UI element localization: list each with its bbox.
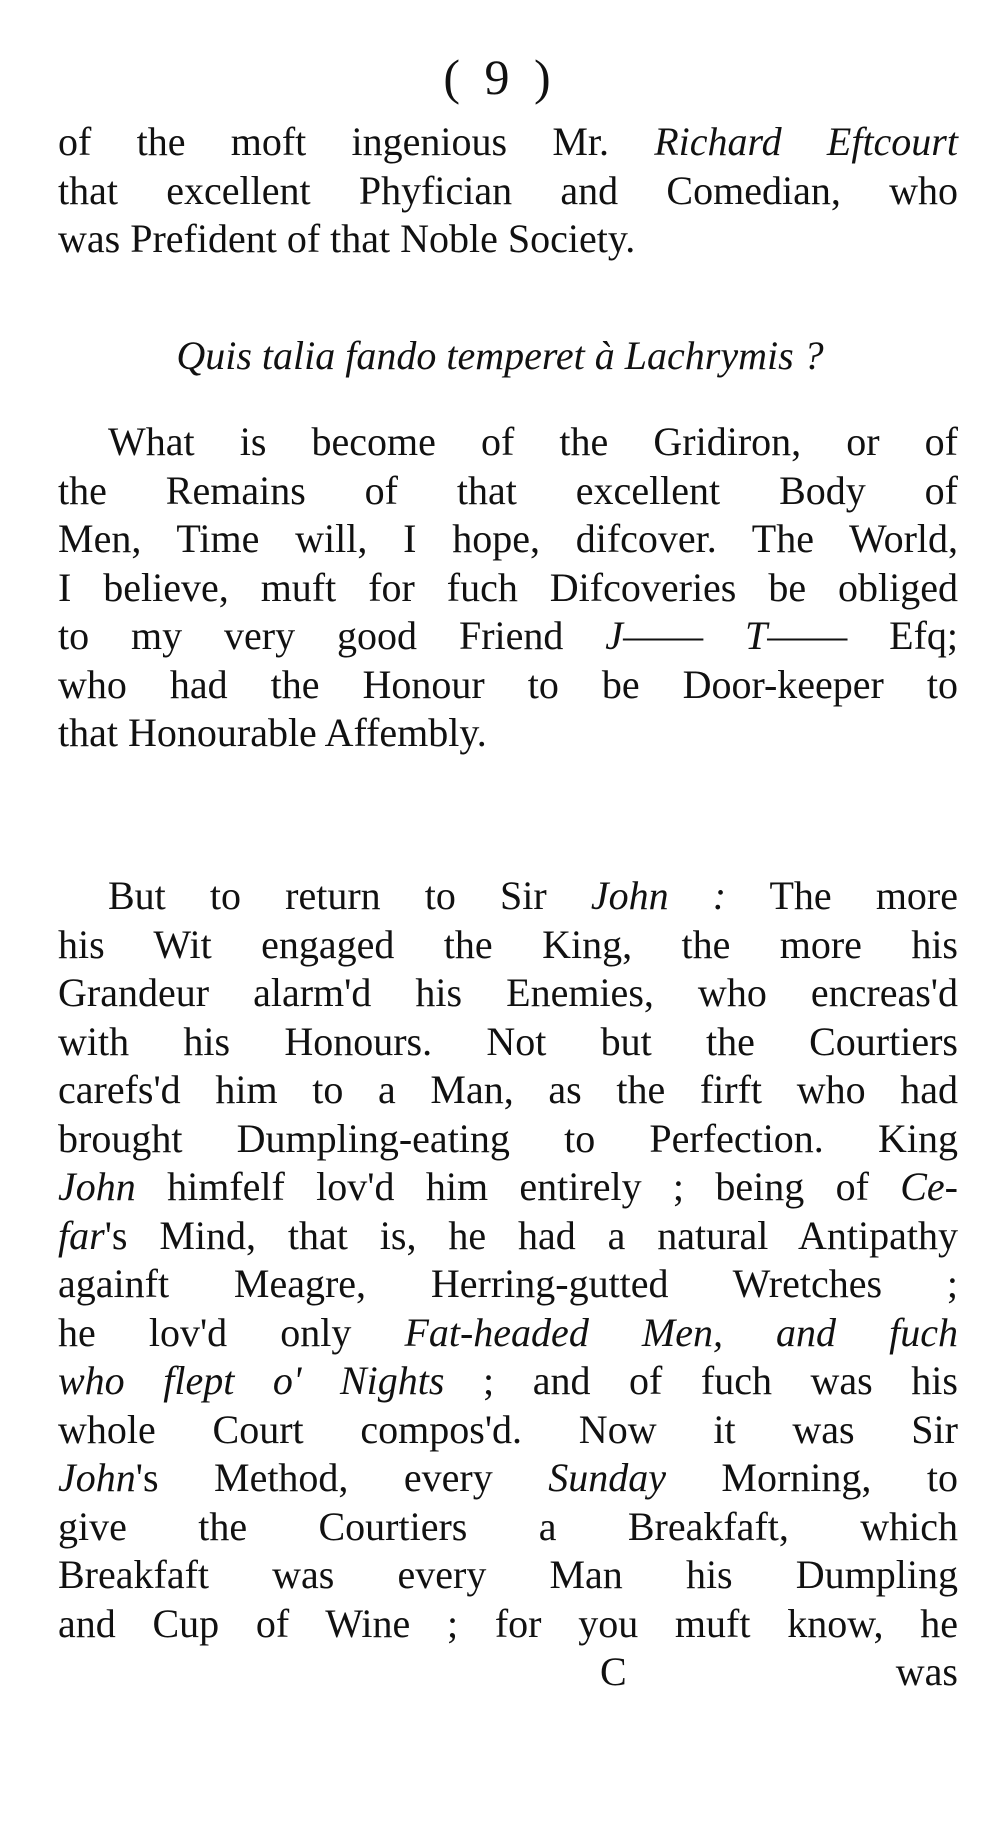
text-line: his Wit engaged the King, the more his: [58, 921, 958, 967]
italic-name: John: [58, 1455, 136, 1500]
text-line: who had the Honour to be Door-keeper to: [58, 661, 958, 707]
text-run: of the moft ingenious Mr.: [58, 119, 655, 164]
text-line: give the Courtiers a Breakfaft, which: [58, 1503, 958, 1549]
italic-name: John :: [590, 873, 727, 918]
text-run: ——: [623, 613, 745, 658]
text-line: the Remains of that excellent Body of: [58, 467, 958, 513]
italic-name: far: [58, 1212, 105, 1258]
text-line: with his Honours. Not but the Courtiers: [58, 1018, 958, 1064]
text-line: I believe, muft for fuch Difcoveries be obliged: [58, 564, 958, 610]
text-line: [58, 118, 958, 167]
page-number: ( 9 ): [443, 49, 557, 105]
text-line: [58, 1163, 958, 1212]
text-run: 's Mind, that is, he had a natural Antipathy: [104, 1212, 958, 1258]
text-run: But to return to Sir: [108, 873, 591, 918]
text-line: was Prefident of that Noble Society.: [58, 216, 636, 261]
text-line: carefs'd him to a Man, as the firft who had: [58, 1067, 958, 1112]
text-line: [58, 872, 958, 921]
text-line: [58, 1212, 958, 1261]
italic-initial: T: [744, 613, 768, 658]
italic-day: Sunday: [548, 1455, 666, 1500]
italic-name: Richard Eftcourt: [654, 119, 958, 164]
text-line: that Honourable Affembly.: [58, 710, 487, 755]
text-line: [58, 1454, 958, 1503]
text-line: againft Meagre, Herring-gutted Wretches ;: [58, 1261, 958, 1306]
text-line: that excellent Phyfician and Comedian, who: [58, 167, 958, 213]
italic-initial: J: [605, 613, 624, 658]
text-line: Grandeur alarm'd his Enemies, who encreas'd: [58, 970, 958, 1015]
italic-name: John: [58, 1164, 136, 1209]
text-run: ; and of fuch was his: [444, 1358, 958, 1403]
text-run: he lov'd only: [58, 1309, 405, 1355]
text-run: himfelf lov'd him entirely ; being of: [135, 1164, 901, 1209]
catchword: was: [895, 1649, 958, 1694]
paragraph-3: [58, 872, 958, 1697]
text-line: and Cup of Wine ; for you muft know, he: [58, 1600, 958, 1646]
italic-phrase: who flept o' Nights: [58, 1358, 445, 1403]
latin-motto: Quis talia fando temperet à Lachrymis ?: [176, 333, 824, 378]
italic-phrase: Fat-headed Men, and fuch: [404, 1309, 958, 1355]
text-run: 's Method, every: [135, 1455, 549, 1500]
italic-name: Ce-: [900, 1164, 958, 1209]
paragraph-2: [58, 418, 958, 758]
signature-mark: C: [600, 1649, 627, 1694]
text-line: What is become of the Gridiron, or of: [108, 419, 958, 464]
text-run: —— Efq;: [767, 613, 959, 658]
text-line: Breakfaft was every Man his Dumpling: [58, 1552, 958, 1597]
text-line: Men, Time will, I hope, difcover. The World,: [58, 516, 958, 561]
paragraph-1: [58, 118, 958, 264]
page-footer: [58, 1648, 958, 1697]
text-line: [58, 1357, 958, 1406]
text-line: [58, 612, 958, 661]
text-line: whole Court compos'd. Now it was Sir: [58, 1406, 958, 1452]
text-run: to my very good Friend: [58, 613, 606, 658]
text-run: The more: [726, 873, 959, 918]
text-line: brought Dumpling-eating to Perfection. King: [58, 1115, 958, 1161]
text-line: [58, 1309, 958, 1358]
text-run: Morning, to: [665, 1455, 958, 1500]
